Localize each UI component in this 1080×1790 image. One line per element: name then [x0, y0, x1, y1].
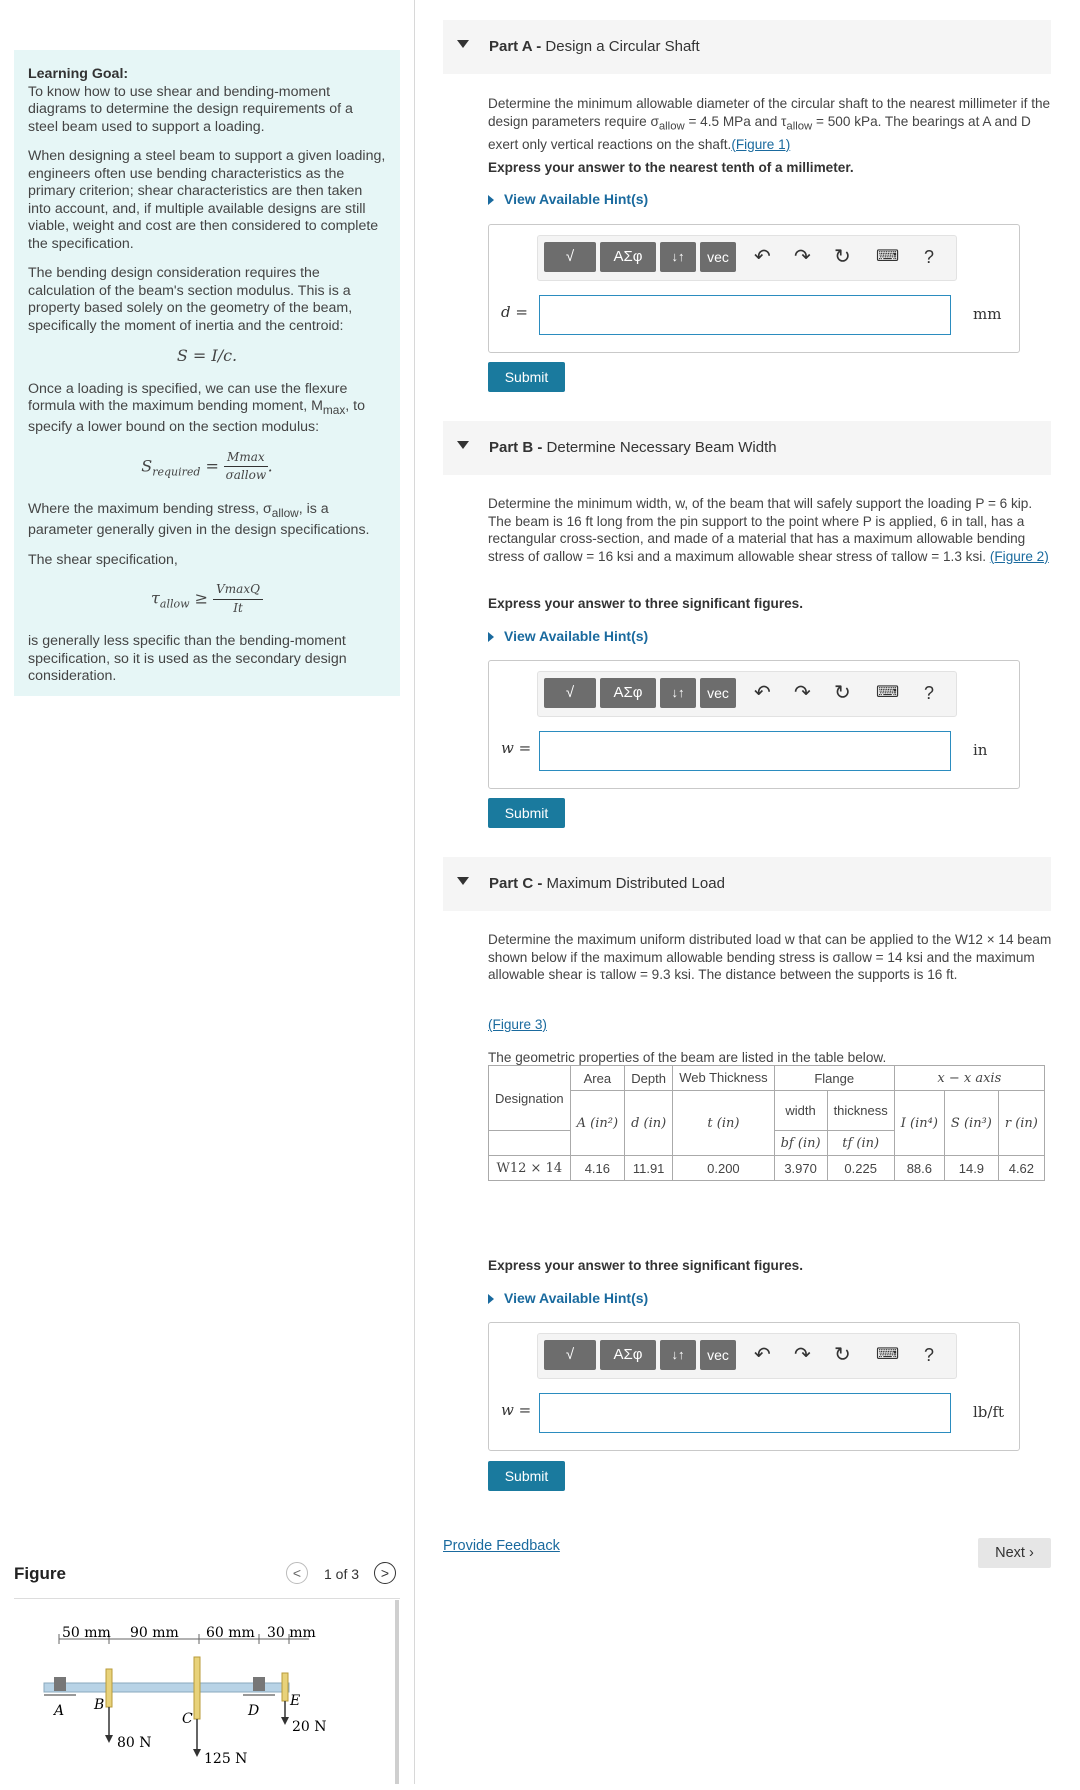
- right-panel: [415, 0, 1080, 1784]
- math-template-button[interactable]: √: [544, 242, 596, 272]
- table-row: A (in²) d (in) t (in) width thickness I (in⁴) S (in³) r (in): [489, 1091, 1045, 1131]
- load-label-125: 125 N: [204, 1751, 248, 1767]
- dim-label-1: 50 mm: [62, 1625, 111, 1641]
- pulley-b: [106, 1669, 112, 1707]
- reset-icon[interactable]: ↻: [834, 682, 851, 704]
- part-c-answer-input[interactable]: [539, 1393, 951, 1433]
- part-c-answer-box: [488, 1322, 1020, 1451]
- expand-triangle-icon: [488, 1294, 494, 1304]
- part-b-hint-toggle[interactable]: View Available Hint(s): [488, 628, 648, 644]
- point-label-a: A: [54, 1703, 65, 1719]
- answer-unit-mm: mm: [973, 305, 1002, 323]
- dim-label-3: 60 mm: [206, 1625, 255, 1641]
- figure-1-link[interactable]: (Figure 1): [731, 136, 791, 152]
- undo-icon[interactable]: ↶: [754, 246, 771, 268]
- beam-properties-table: [488, 1065, 1045, 1181]
- part-b-express: Express your answer to three significant figures.: [488, 596, 804, 611]
- undo-icon[interactable]: ↶: [754, 682, 771, 704]
- equation-shear: $\tau_{allow}$ ≥ $\frac{VmaxQ}{It}$: [28, 581, 386, 617]
- part-c-submit-button[interactable]: Submit: [488, 1461, 565, 1491]
- goal-paragraph-2: When designing a steel beam to support a given loading, engineers often use bending characteristics as the primary criterion; shear characteristics are then taken into account, and, if multiple available designs are still viable, weight and cost are then considered to complete the specification.: [28, 148, 386, 252]
- part-a-answer-box: [488, 224, 1020, 353]
- table-row: Designation Area Depth Web Thickness Flange x − x axis: [489, 1066, 1045, 1091]
- point-label-e: E: [290, 1693, 301, 1709]
- answer-variable-w: w =: [501, 739, 532, 757]
- answer-unit-in: in: [973, 741, 988, 759]
- part-a-question: Determine the minimum allowable diameter of the circular shaft to the nearest millimeter if the design parameters require $\sigma_{allow} = 4.5$ MPa and $\tau_{allow} = 500$ kPa. The bearings at A and D exert only vertical reactions on the shaft.(Figure 1): [488, 96, 1051, 152]
- equation-section-modulus: S = I/c.: [176, 346, 238, 365]
- chevron-right-icon: ›: [1029, 1545, 1034, 1561]
- bearing-a: [54, 1677, 66, 1691]
- keyboard-icon[interactable]: ⌨: [876, 248, 900, 265]
- point-label-c: C: [182, 1711, 193, 1727]
- shaft: [44, 1683, 289, 1692]
- part-a-express: Express your answer to the nearest tenth of a millimeter.: [488, 160, 854, 175]
- left-panel: [0, 0, 414, 1784]
- collapse-triangle-icon[interactable]: [457, 877, 469, 885]
- expand-triangle-icon: [488, 195, 494, 205]
- keyboard-icon[interactable]: ⌨: [876, 684, 900, 701]
- provide-feedback-link[interactable]: Provide Feedback: [443, 1538, 560, 1554]
- table-intro: The geometric properties of the beam are listed in the table below.: [488, 1050, 887, 1065]
- part-c-hint-toggle[interactable]: View Available Hint(s): [488, 1290, 648, 1306]
- part-b-question: Determine the minimum width, w, of the beam that will safely support the loading P = 6 kip. The beam is 16 ft long from the pin support to the point where P is applied, 6 in tall, has a rectangular cross-section, and made of a material that has a maximum allowable bending stress of σallow = 16 ksi and a maximum allowable shear stress of τallow = 1.3 ksi. (Figure 2): [488, 496, 1049, 564]
- equation-required-modulus: $S_{required}$ = $\frac{Mmax}{\text{σallow}}$ .: [141, 449, 273, 483]
- figure-scrollbar[interactable]: [395, 1600, 399, 1784]
- greek-symbols-button[interactable]: ΑΣφ: [600, 1340, 656, 1370]
- part-a-hint-toggle[interactable]: View Available Hint(s): [488, 191, 648, 207]
- part-a-submit-button[interactable]: Submit: [488, 362, 565, 392]
- redo-icon[interactable]: ↷: [794, 682, 811, 704]
- part-b-header[interactable]: Part B - Determine Necessary Beam Width: [443, 421, 1051, 475]
- greek-symbols-button[interactable]: ΑΣφ: [600, 242, 656, 272]
- reset-icon[interactable]: ↻: [834, 1344, 851, 1366]
- figure-next-button[interactable]: >: [374, 1562, 396, 1584]
- math-toolbar: [537, 1333, 957, 1379]
- goal-paragraph-6: The shear specification,: [28, 551, 178, 568]
- point-label-d: D: [248, 1703, 260, 1719]
- pulley-c: [194, 1657, 200, 1719]
- table-row: W12 × 14 4.16 11.91 0.200 3.970 0.225 88.6 14.9 4.62: [489, 1156, 1045, 1181]
- dim-label-2: 90 mm: [130, 1625, 179, 1641]
- table-row: bf (in) tf (in): [489, 1131, 1045, 1156]
- figure-prev-button[interactable]: <: [286, 1562, 308, 1584]
- part-c-question: Determine the maximum uniform distributed load w that can be applied to the W12 × 14 beam shown below if the maximum allowable bending stress is σallow = 14 ksi and the maximum allowable shear is τallow = 9.3 ksi. The distance between the supports is 16 ft.: [488, 932, 1052, 982]
- learning-goal-text: To know how to use shear and bending-moment diagrams to determine the design requirements of a steel beam used to support a loading.: [28, 83, 353, 135]
- redo-icon[interactable]: ↷: [794, 1344, 811, 1366]
- goal-paragraph-4: Once a loading is specified, we can use the flexure formula with the maximum bending moment, $M_{max}$, to specify a lower bound on the section modulus:: [28, 380, 365, 436]
- part-b-submit-button[interactable]: Submit: [488, 798, 565, 828]
- math-toolbar: [537, 671, 957, 717]
- vec-button[interactable]: vec: [700, 1340, 736, 1370]
- part-b-answer-input[interactable]: [539, 731, 951, 771]
- vec-button[interactable]: vec: [700, 242, 736, 272]
- load-label-20: 20 N: [292, 1719, 327, 1735]
- math-template-button[interactable]: √: [544, 1340, 596, 1370]
- pulley-e: [282, 1673, 288, 1701]
- arrows-button[interactable]: ↓↑: [660, 242, 696, 272]
- point-label-b: B: [94, 1697, 105, 1713]
- learning-goal-box: [14, 50, 400, 696]
- shaft-diagram: [14, 1599, 400, 1785]
- goal-paragraph-3: The bending design consideration requires the calculation of the beam's section modulus. This is a property based solely on the geometry of the beam, specifically the moment of inertia and the centroid:: [28, 265, 353, 334]
- greek-symbols-button[interactable]: ΑΣφ: [600, 678, 656, 708]
- help-icon[interactable]: ?: [924, 1345, 935, 1365]
- keyboard-icon[interactable]: ⌨: [876, 1346, 900, 1363]
- part-a-title: Design a Circular Shaft: [545, 38, 700, 55]
- figure-header: [14, 1560, 400, 1590]
- figure-3-link[interactable]: (Figure 3): [488, 1017, 547, 1032]
- math-toolbar: [537, 235, 957, 281]
- part-c-header[interactable]: Part C - Maximum Distributed Load: [443, 857, 1051, 911]
- arrows-button[interactable]: ↓↑: [660, 678, 696, 708]
- reset-icon[interactable]: ↻: [834, 246, 851, 268]
- part-c-express: Express your answer to three significant figures.: [488, 1258, 804, 1273]
- part-a-answer-input[interactable]: [539, 295, 951, 335]
- part-b-answer-box: [488, 660, 1020, 789]
- arrows-button[interactable]: ↓↑: [660, 1340, 696, 1370]
- figure-count: 1 of 3: [324, 1566, 360, 1582]
- undo-icon[interactable]: ↶: [754, 1344, 771, 1366]
- learning-goal-heading: Learning Goal:: [28, 66, 129, 82]
- collapse-triangle-icon[interactable]: [457, 441, 469, 449]
- math-template-button[interactable]: √: [544, 678, 596, 708]
- answer-variable-d: d =: [501, 303, 528, 321]
- part-c-title: Maximum Distributed Load: [546, 875, 725, 892]
- goal-paragraph-7: is generally less specific than the bending-moment specification, so it is used as the secondary design consideration.: [28, 633, 347, 685]
- figure-2-link[interactable]: (Figure 2): [989, 548, 1049, 564]
- part-b-title: Determine Necessary Beam Width: [546, 439, 777, 456]
- part-a-header[interactable]: Part A - Design a Circular Shaft: [443, 20, 1051, 74]
- figure-title: Figure: [14, 1564, 66, 1583]
- answer-unit-lbft: lb/ft: [973, 1403, 1005, 1421]
- expand-triangle-icon: [488, 632, 494, 642]
- redo-icon[interactable]: ↷: [794, 246, 811, 268]
- help-icon[interactable]: ?: [924, 683, 935, 703]
- collapse-triangle-icon[interactable]: [457, 40, 469, 48]
- vec-button[interactable]: vec: [700, 678, 736, 708]
- dim-label-4: 30 mm: [267, 1625, 316, 1641]
- figure-area: [14, 1598, 400, 1785]
- load-label-80: 80 N: [117, 1735, 152, 1751]
- next-button[interactable]: Next ›: [978, 1538, 1051, 1568]
- bearing-d: [253, 1677, 265, 1691]
- help-icon[interactable]: ?: [924, 247, 935, 267]
- answer-variable-w: w =: [501, 1401, 532, 1419]
- goal-paragraph-5: Where the maximum bending stress, $\sigma_{allow}$, is a parameter generally given in the design specifications.: [28, 500, 370, 539]
